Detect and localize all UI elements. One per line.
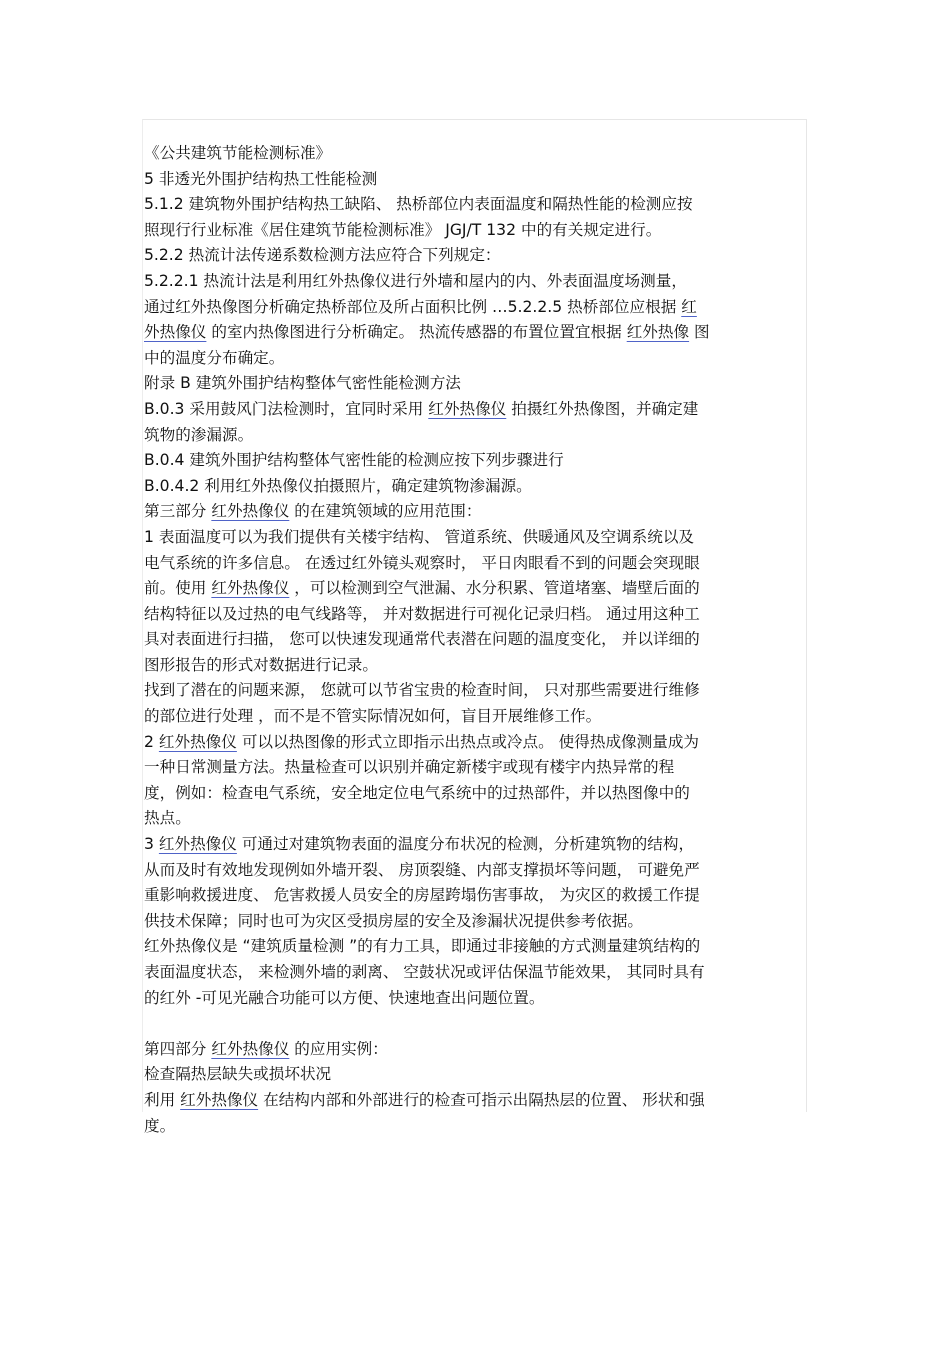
text-line: 5.2.2 热流计法传递系数检测方法应符合下列规定：: [144, 246, 501, 265]
text-line: B.0.4.2 利用红外热像仪拍摄照片，确定建筑物渗漏源。: [144, 476, 532, 495]
text-line: [144, 397, 806, 423]
text-line: 从而及时有效地发现例如外墙开裂、 房顶裂缝、内部支撑损坏等问题， 可避免严: [144, 860, 700, 879]
text-line: 的部位进行处理 ，而不是不管实际情况如何，盲目开展维修工作。: [144, 707, 602, 726]
term-link[interactable]: 红外热像仪: [211, 502, 290, 521]
term-link[interactable]: 红外热像仪: [158, 835, 237, 854]
line-text: ，可以检测到空气泄漏、水分积累、管道堵塞、墙壁后面的: [289, 579, 700, 598]
line-text: 的在建筑领域的应用范围：: [289, 502, 482, 521]
text-line: 检查隔热层缺失或损坏状况: [144, 1065, 332, 1084]
line-text: 的应用实例：: [289, 1039, 388, 1058]
line-text: 的室内热像图进行分析确定。 热流传感器的布置位置宜根据: [206, 323, 627, 342]
line-text: 图: [689, 323, 710, 342]
text-line: 热点。: [144, 809, 191, 828]
text-line: 中的温度分布确定。: [144, 348, 285, 367]
line-text: 通过红外热像图分析确定热桥部位及所占面积比例 …5.2.2.5 热桥部位应根据: [144, 297, 682, 316]
text-line: B.0.4 建筑外围护结构整体气密性能的检测应按下列步骤进行: [144, 451, 564, 470]
line-text: 可通过对建筑物表面的温度分布状况的检测，分析建筑物的结构，: [236, 835, 695, 854]
term-link[interactable]: 红外热像仪: [211, 1039, 290, 1058]
term-link[interactable]: 红外热像仪: [428, 399, 507, 418]
text-line: [144, 832, 806, 858]
document-body: [144, 141, 806, 1139]
text-line: 结构特征以及过热的电气线路等， 并对数据进行可视化记录归档。 通过用这种工: [144, 604, 700, 623]
text-line: 筑物的渗漏源。: [144, 425, 254, 444]
text-line: 红外热像仪是 “建筑质量检测 ”的有力工具，即通过非接触的方式测量建筑结构的: [144, 937, 701, 956]
text-line: 的红外 -可见光融合功能可以方便、快速地查出问题位置。: [144, 988, 545, 1007]
text-line: 表面温度状态， 来检测外墙的剥离、 空鼓状况或评估保温节能效果， 其同时具有: [144, 963, 705, 981]
text-line: 度。: [144, 1116, 176, 1135]
text-line: 重影响救援进度、 危害救援人员安全的房屋跨塌伤害事故， 为灾区的救援工作提: [144, 886, 700, 905]
text-line: 图形报告的形式对数据进行记录。: [144, 655, 378, 674]
text-line: 度，例如：检查电气系统，安全地定位电气系统中的过热部件，并以热图像中的: [144, 783, 690, 802]
document-title: 《公共建筑节能检测标准》: [144, 144, 332, 162]
line-text: 拍摄红外热像图，并确定建: [506, 399, 699, 418]
text-line: [144, 499, 806, 525]
text-line: 找到了潜在的问题来源， 您就可以节省宝贵的检查时间， 只对那些需要进行维修: [144, 681, 700, 700]
line-text: 3: [144, 835, 159, 854]
text-line: [144, 320, 806, 346]
line-text: B.0.3 采用鼓风门法检测时，宜同时采用: [144, 399, 429, 418]
line-text: 第四部分: [144, 1039, 212, 1058]
text-line: 5.1.2 建筑物外围护结构热工缺陷、 热桥部位内表面温度和隔热性能的检测应按: [144, 195, 693, 214]
text-line: 一种日常测量方法。热量检查可以识别并确定新楼宇或现有楼宇内热异常的程: [144, 758, 675, 777]
text-line: [144, 1037, 806, 1063]
term-link[interactable]: 红外热像仪: [211, 579, 290, 598]
text-line: [144, 1088, 806, 1114]
text-line: [144, 730, 806, 756]
text-line: 附录 B 建筑外围护结构整体气密性能检测方法: [144, 374, 461, 393]
text-line: 供技术保障；同时也可为灾区受损房屋的安全及渗漏状况提供参考依据。: [144, 911, 644, 930]
blank-line: [144, 1011, 806, 1037]
line-text: 在结构内部和外部进行的检查可指示出隔热层的位置、 形状和强: [258, 1090, 705, 1109]
term-link[interactable]: 红外热像仪: [180, 1090, 259, 1109]
text-line: 照现行行业标准《居住建筑节能检测标准》 JGJ/T 132 中的有关规定进行。: [144, 220, 662, 239]
term-link[interactable]: 外热像仪: [144, 323, 207, 342]
term-link[interactable]: 红外热像: [626, 323, 690, 342]
text-line: 具对表面进行扫描， 您可以快速发现通常代表潜在问题的温度变化， 并以详细的: [144, 630, 700, 649]
text-line: [144, 576, 806, 602]
text-line: 1 表面温度可以为我们提供有关楼宇结构、 管道系统、供暖通风及空调系统以及: [144, 527, 695, 546]
text-line: 电气系统的许多信息。 在透过红外镜头观察时， 平日肉眼看不到的问题会突现眼: [144, 553, 700, 572]
line-text: 可以以热图像的形式立即指示出热点或冷点。 使得热成像测量成为: [236, 732, 700, 751]
line-text: 前。使用: [144, 579, 212, 598]
document-lines: [144, 167, 806, 1140]
line-text: 2: [144, 732, 159, 751]
line-text: 第三部分: [144, 502, 212, 521]
text-line: 5 非透光外围护结构热工性能检测: [144, 169, 378, 188]
text-line: 5.2.2.1 热流计法是利用红外热像仪进行外墙和屋内的内、外表面温度场测量，: [144, 271, 687, 290]
term-link[interactable]: 红外热像仪: [158, 732, 237, 751]
line-text: 利用: [144, 1090, 181, 1109]
text-line: [144, 295, 806, 321]
term-link[interactable]: 红: [681, 297, 697, 316]
